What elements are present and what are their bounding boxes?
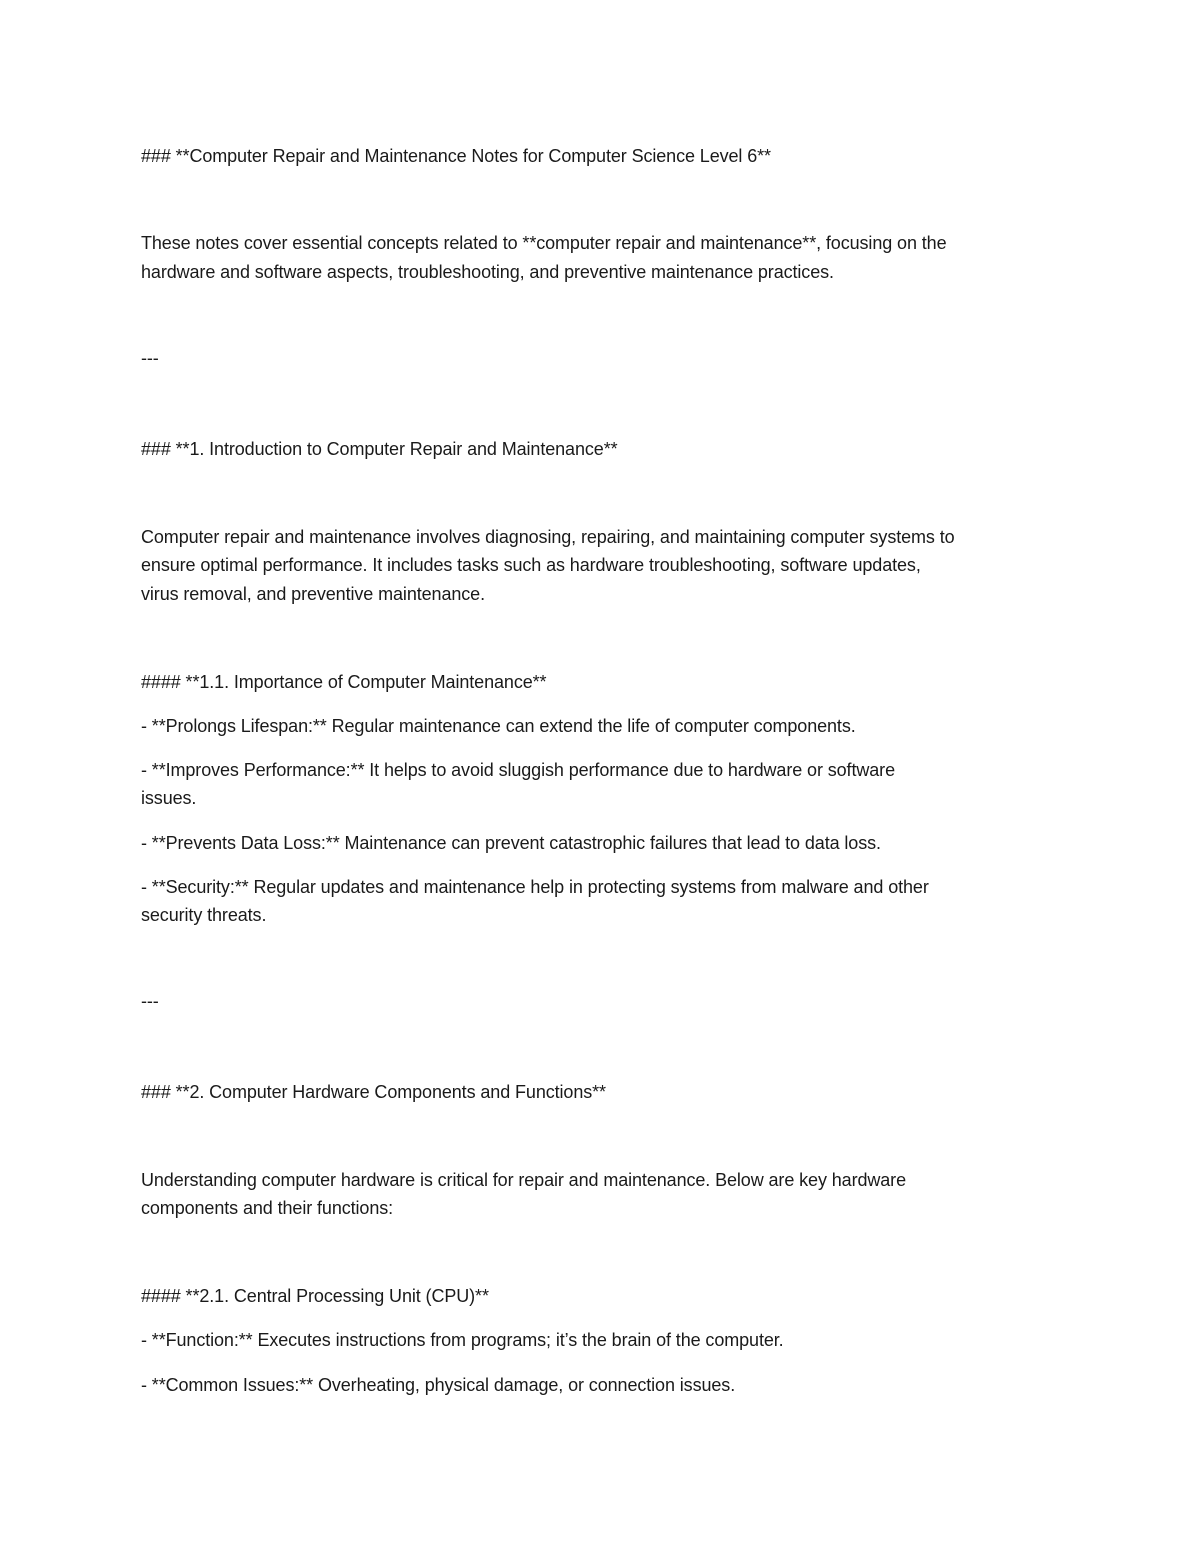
- section-1-heading: ### **1. Introduction to Computer Repair and Maintenance**: [141, 439, 618, 459]
- intro-line-1: These notes cover essential concepts related to **computer repair and maintenance**, focusing on the: [141, 233, 947, 253]
- list-item-continuation: security threats.: [141, 905, 267, 925]
- subsection-1-1-heading: #### **1.1. Importance of Computer Maintenance**: [141, 672, 547, 692]
- list-item-continuation: issues.: [141, 788, 197, 808]
- section-1-paragraph-line-3: virus removal, and preventive maintenance.: [141, 584, 485, 604]
- list-item: - **Common Issues:** Overheating, physical damage, or connection issues.: [141, 1375, 736, 1395]
- separator: ---: [141, 991, 159, 1011]
- document-title: ### **Computer Repair and Maintenance Notes for Computer Science Level 6**: [141, 146, 771, 166]
- list-item: - **Function:** Executes instructions from programs; it’s the brain of the computer.: [141, 1330, 784, 1350]
- list-item: - **Prevents Data Loss:** Maintenance can prevent catastrophic failures that lead to data loss.: [141, 833, 881, 853]
- subsection-2-1-heading: #### **2.1. Central Processing Unit (CPU)**: [141, 1286, 489, 1306]
- list-item: - **Prolongs Lifespan:** Regular maintenance can extend the life of computer components.: [141, 716, 856, 736]
- list-item: - **Security:** Regular updates and maintenance help in protecting systems from malware and other: [141, 877, 929, 897]
- section-2-paragraph-line-1: Understanding computer hardware is critical for repair and maintenance. Below are key hardware: [141, 1170, 906, 1190]
- separator: ---: [141, 348, 159, 368]
- section-1-paragraph-line-1: Computer repair and maintenance involves diagnosing, repairing, and maintaining computer systems to: [141, 527, 955, 547]
- section-2-heading: ### **2. Computer Hardware Components and Functions**: [141, 1082, 606, 1102]
- intro-line-2: hardware and software aspects, troubleshooting, and preventive maintenance practices.: [141, 262, 834, 282]
- list-item: - **Improves Performance:** It helps to avoid sluggish performance due to hardware or software: [141, 760, 895, 780]
- section-2-paragraph-line-2: components and their functions:: [141, 1198, 394, 1218]
- section-1-paragraph-line-2: ensure optimal performance. It includes tasks such as hardware troubleshooting, software updates,: [141, 555, 921, 575]
